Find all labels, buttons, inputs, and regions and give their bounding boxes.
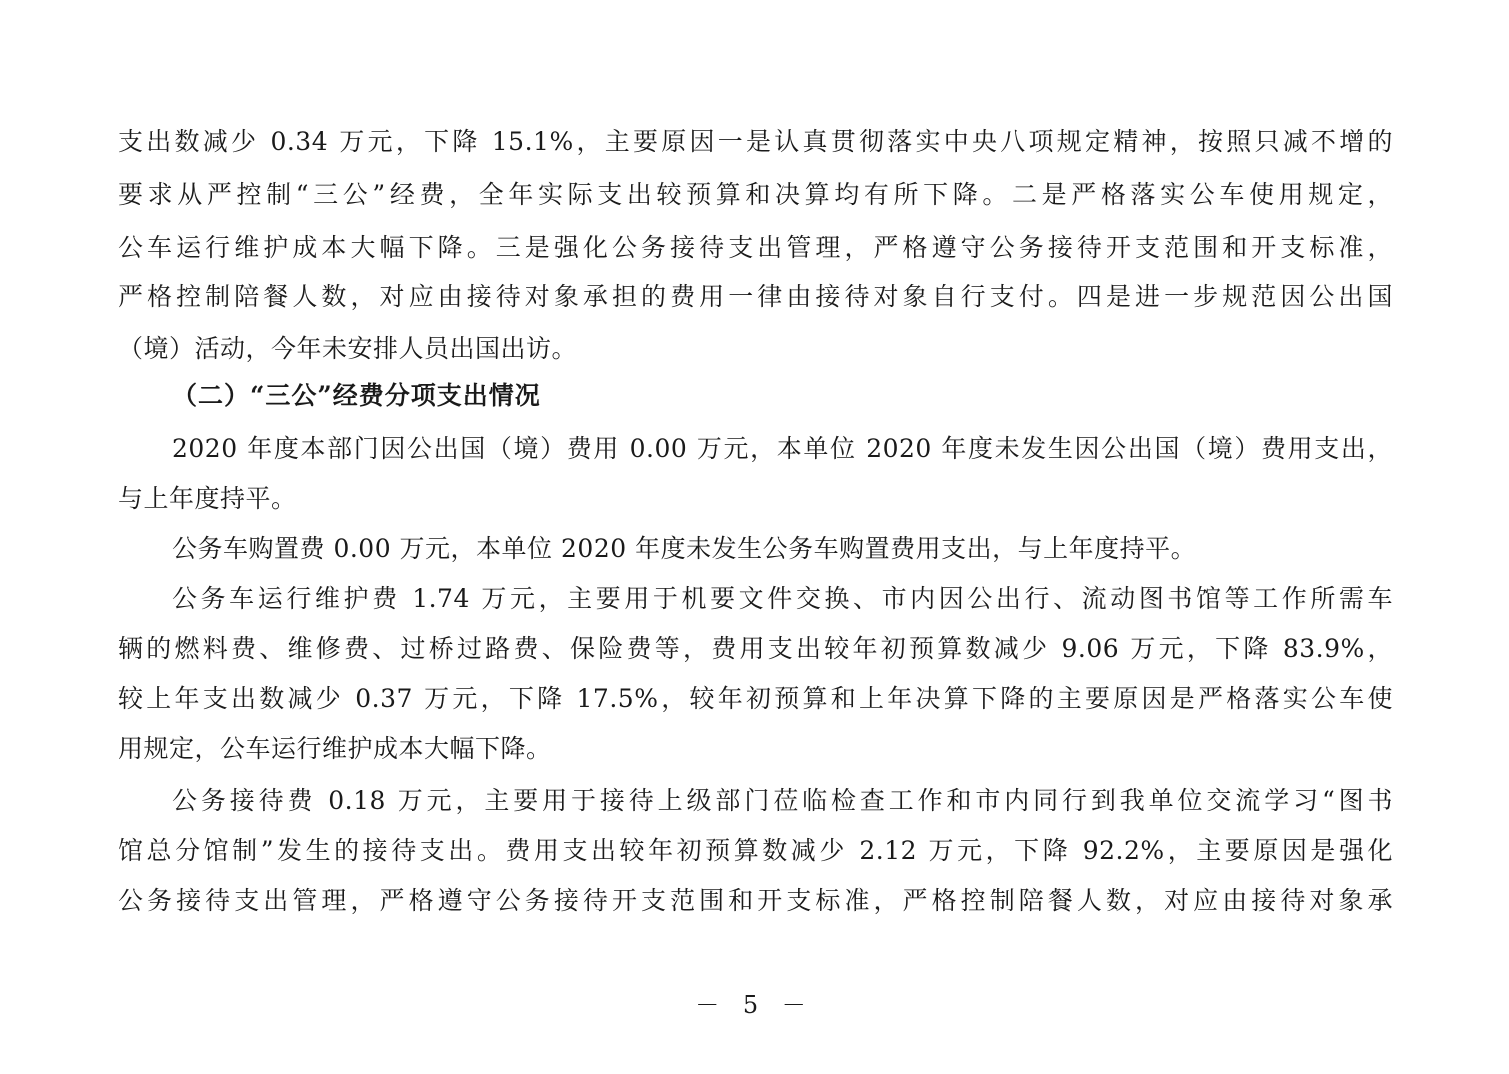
paragraph-4-line-4: 用规定，公车运行维护成本大幅下降。 (118, 734, 552, 763)
paragraph-1-line-1: 支出数减少 0.34 万元，下降 15.1%，主要原因一是认真贯彻落实中央八项规定精神，按照只减不增的 (118, 127, 1393, 156)
section-heading: （二）“三公”经费分项支出情况 (172, 381, 541, 410)
page-number: － 5 － (695, 991, 814, 1019)
paragraph-5-line-1: 公务接待费 0.18 万元，主要用于接待上级部门莅临检查工作和市内同行到我单位交流学习“图书 (172, 786, 1393, 815)
paragraph-2-line-1: 2020 年度本部门因公出国（境）费用 0.00 万元，本单位 2020 年度未发生因公出国（境）费用支出， (172, 434, 1393, 463)
paragraph-4-line-2: 辆的燃料费、维修费、过桥过路费、保险费等，费用支出较年初预算数减少 9.06 万元，下降 83.9%， (118, 634, 1393, 663)
paragraph-1-line-3: 公车运行维护成本大幅下降。三是强化公务接待支出管理，严格遵守公务接待开支范围和开支标准， (118, 233, 1393, 262)
paragraph-1-line-5: （境）活动，今年未安排人员出国出访。 (118, 334, 578, 363)
paragraph-1-line-2: 要求从严控制“三公”经费，全年实际支出较预算和决算均有所下降。二是严格落实公车使用规定， (118, 180, 1393, 209)
paragraph-3-line-1: 公务车购置费 0.00 万元，本单位 2020 年度未发生公务车购置费用支出，与上年度持平。 (172, 534, 1197, 563)
paragraph-5-line-3: 公务接待支出管理，严格遵守公务接待开支范围和开支标准，严格控制陪餐人数，对应由接待对象承 (118, 886, 1393, 915)
paragraph-4-line-3: 较上年支出数减少 0.37 万元，下降 17.5%，较年初预算和上年决算下降的主要原因是严格落实公车使 (118, 684, 1393, 713)
paragraph-4-line-1: 公务车运行维护费 1.74 万元，主要用于机要文件交换、市内因公出行、流动图书馆等工作所需车 (172, 584, 1393, 613)
paragraph-5-line-2: 馆总分馆制”发生的接待支出。费用支出较年初预算数减少 2.12 万元，下降 92.2%，主要原因是强化 (118, 836, 1393, 865)
paragraph-1-line-4: 严格控制陪餐人数，对应由接待对象承担的费用一律由接待对象自行支付。四是进一步规范因公出国 (118, 282, 1393, 311)
paragraph-2-line-2: 与上年度持平。 (118, 484, 297, 513)
